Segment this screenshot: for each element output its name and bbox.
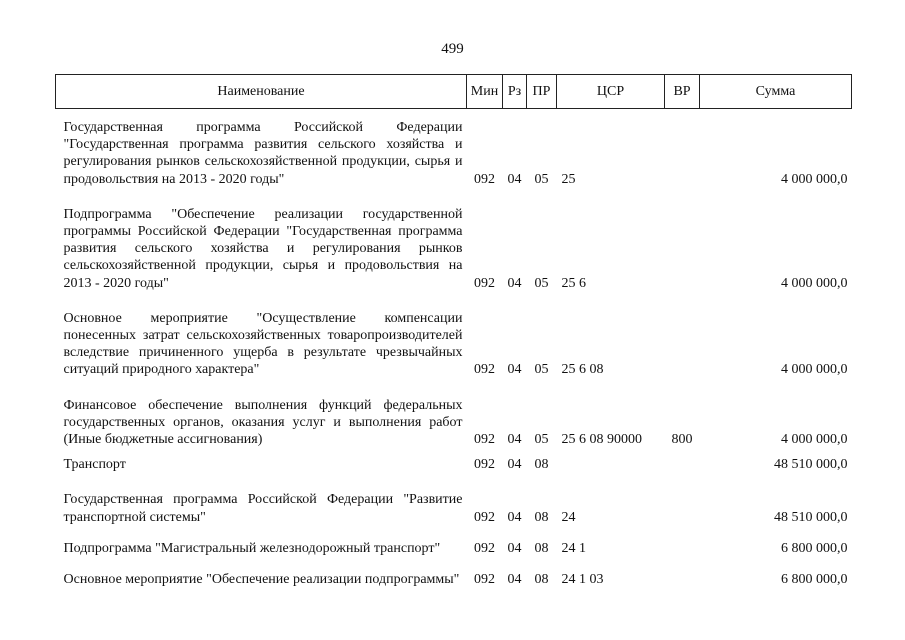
row-sum: 4 000 000,0 bbox=[781, 171, 848, 187]
row-csr: 24 bbox=[561, 509, 576, 525]
table-header-row bbox=[56, 75, 852, 109]
row-rz: 04 bbox=[507, 457, 522, 473]
row-csr: 25 6 08 90000 bbox=[561, 432, 642, 448]
table-row bbox=[56, 379, 852, 449]
row-name: Государственная программа Российской Федерации "Государственная программа развития сельского хозяйства и регулирования рынков сельскохозяйственной продукции, сырья и продовольствия на 2013 - 2020 годы" bbox=[63, 120, 463, 187]
row-min: 092 bbox=[474, 572, 495, 588]
table-row bbox=[56, 188, 852, 292]
row-pr: 05 bbox=[534, 275, 549, 291]
row-sum: 4 000 000,0 bbox=[781, 362, 848, 378]
row-vr bbox=[665, 188, 700, 292]
row-pr: 08 bbox=[534, 457, 549, 473]
row-rz: 04 bbox=[507, 509, 522, 525]
row-pr: 05 bbox=[534, 171, 549, 187]
row-min: 092 bbox=[474, 540, 495, 556]
row-rz: 04 bbox=[507, 362, 522, 378]
row-name: Государственная программа Российской Федерации "Развитие транспортной системы" bbox=[63, 492, 463, 525]
row-pr: 05 bbox=[534, 432, 549, 448]
row-csr: 24 1 bbox=[561, 540, 586, 556]
page-number: 499 bbox=[441, 41, 464, 57]
row-name: Подпрограмма "Обеспечение реализации государственной программы Российской Федерации "Государственная программа развития сельского хозяйства и регулирования рынков сельскохозяйственной продукции, сырья и продовольствия на 2013 - 2020 годы" bbox=[63, 206, 463, 291]
row-rz: 04 bbox=[507, 171, 522, 187]
row-sum: 6 800 000,0 bbox=[781, 572, 848, 588]
row-name: Подпрограмма "Магистральный железнодорожный транспорт" bbox=[63, 540, 441, 556]
row-vr bbox=[665, 473, 700, 525]
row-sum: 48 510 000,0 bbox=[774, 509, 848, 525]
header-sum: Сумма bbox=[700, 75, 852, 109]
row-sum: 48 510 000,0 bbox=[774, 457, 848, 473]
row-name: Основное мероприятие "Обеспечение реализации подпрограммы" bbox=[63, 572, 460, 588]
row-name: Финансовое обеспечение выполнения функций федеральных государственных органов, оказания услуг и выполнения работ (Иные бюджетные ассигнования) bbox=[63, 397, 463, 448]
table-row bbox=[56, 292, 852, 379]
header-csr: ЦСР bbox=[557, 75, 665, 109]
row-rz: 04 bbox=[507, 540, 522, 556]
row-vr bbox=[665, 526, 700, 557]
row-sum: 4 000 000,0 bbox=[781, 275, 848, 291]
row-sum: 6 800 000,0 bbox=[781, 540, 848, 556]
row-vr bbox=[665, 109, 700, 188]
table-row bbox=[56, 557, 852, 588]
row-min: 092 bbox=[474, 457, 495, 473]
header-pr: ПР bbox=[527, 75, 557, 109]
header-rz: Рз bbox=[503, 75, 527, 109]
row-rz: 04 bbox=[507, 275, 522, 291]
row-csr bbox=[557, 448, 665, 473]
row-min: 092 bbox=[474, 171, 495, 187]
header-min: Мин bbox=[467, 75, 503, 109]
row-csr: 25 6 08 bbox=[561, 362, 604, 378]
row-vr bbox=[665, 448, 700, 473]
row-pr: 08 bbox=[534, 540, 549, 556]
row-min: 092 bbox=[474, 362, 495, 378]
row-min: 092 bbox=[474, 432, 495, 448]
row-name: Основное мероприятие "Осуществление компенсации понесенных затрат сельскохозяйственных товаропроизводителей вследствие причиненного ущерба в результате чрезвычайных ситуаций природного характера" bbox=[63, 310, 463, 378]
table-row bbox=[56, 473, 852, 525]
row-pr: 08 bbox=[534, 572, 549, 588]
row-vr bbox=[665, 557, 700, 588]
row-min: 092 bbox=[474, 275, 495, 291]
row-vr bbox=[665, 292, 700, 379]
row-pr: 05 bbox=[534, 362, 549, 378]
row-rz: 04 bbox=[507, 432, 522, 448]
header-name: Наименование bbox=[56, 75, 467, 109]
row-rz: 04 bbox=[507, 572, 522, 588]
row-min: 092 bbox=[474, 509, 495, 525]
table-row bbox=[56, 448, 852, 473]
row-name: Транспорт bbox=[63, 457, 126, 473]
header-vr: ВР bbox=[665, 75, 700, 109]
row-vr: 800 bbox=[671, 432, 693, 448]
row-csr: 25 bbox=[561, 171, 576, 187]
row-sum: 4 000 000,0 bbox=[781, 432, 848, 448]
row-csr: 25 6 bbox=[561, 275, 586, 291]
row-csr: 24 1 03 bbox=[561, 572, 604, 588]
row-pr: 08 bbox=[534, 509, 549, 525]
table-row bbox=[56, 109, 852, 188]
budget-table bbox=[55, 74, 852, 588]
table-row bbox=[56, 526, 852, 557]
